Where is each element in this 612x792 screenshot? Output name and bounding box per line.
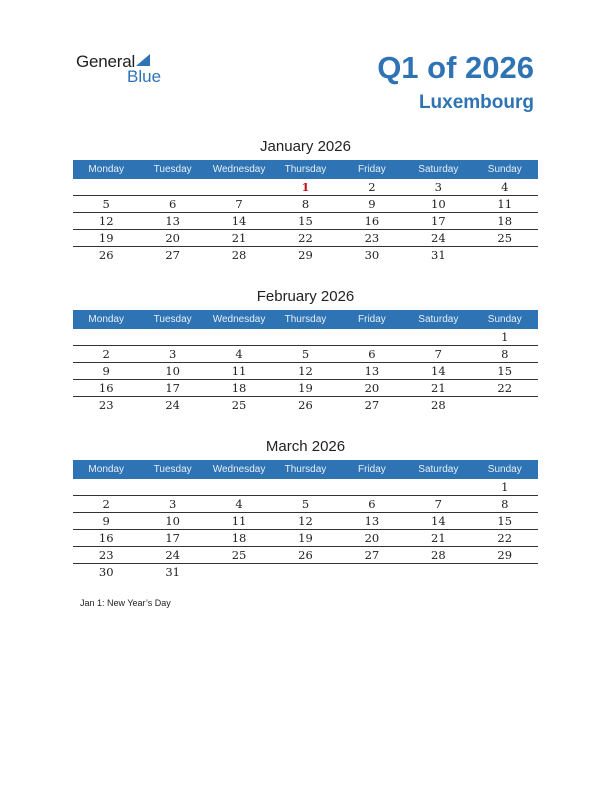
week-row <box>73 547 538 564</box>
week-row <box>73 230 538 247</box>
day-cell: 14 <box>431 364 446 378</box>
weekday-label: Saturday <box>418 314 459 325</box>
weekday-label: Saturday <box>418 464 459 475</box>
week-row <box>73 196 538 213</box>
day-cell: 9 <box>102 514 110 528</box>
week-row <box>73 380 538 397</box>
week-row <box>73 479 538 496</box>
weekday-label: Saturday <box>418 164 459 175</box>
holiday-note: Jan 1: New Year’s Day <box>80 598 171 608</box>
day-cell: 29 <box>497 548 513 562</box>
month-february <box>73 288 538 413</box>
weekday-label: Friday <box>358 314 386 325</box>
day-cell: 9 <box>368 197 376 211</box>
weekday-label: Sunday <box>487 164 522 175</box>
week-row <box>73 213 538 230</box>
day-cell: 16 <box>364 214 380 228</box>
day-cell: 6 <box>168 197 177 211</box>
weekday-label: Tuesday <box>153 164 192 175</box>
day-cell: 26 <box>298 398 313 412</box>
day-cell: 28 <box>231 248 247 262</box>
day-cell: 10 <box>431 197 446 211</box>
day-cell <box>139 329 205 345</box>
day-cell: 16 <box>98 381 114 395</box>
day-cell: 18 <box>231 381 247 395</box>
day-cell: 12 <box>98 214 114 228</box>
day-cell: 24 <box>165 548 180 562</box>
week-row <box>73 247 538 263</box>
day-cell <box>272 479 338 495</box>
day-cell: 8 <box>301 197 310 211</box>
day-cell: 4 <box>235 497 243 511</box>
day-cell: 28 <box>431 398 446 412</box>
weekday-label: Wednesday <box>212 314 266 325</box>
day-cell: 9 <box>102 364 110 378</box>
weekday-label: Wednesday <box>212 464 266 475</box>
day-cell: 5 <box>301 497 310 511</box>
day-cell: 26 <box>298 548 313 562</box>
day-cell: 15 <box>298 214 313 228</box>
weekday-label: Friday <box>358 164 386 175</box>
weekday-header <box>73 460 538 479</box>
day-cell: 27 <box>165 248 180 262</box>
day-cell: 6 <box>368 347 376 361</box>
month-title: January 2026 <box>260 138 351 155</box>
day-cell: 4 <box>235 347 243 361</box>
day-cell <box>339 564 405 580</box>
day-cell: 3 <box>168 347 177 361</box>
day-cell: 30 <box>364 248 380 262</box>
week-row <box>73 513 538 530</box>
day-cell: 29 <box>298 248 313 262</box>
day-cell: 8 <box>501 497 509 511</box>
day-cell: 2 <box>102 497 110 511</box>
week-row <box>73 496 538 513</box>
day-cell <box>139 479 205 495</box>
day-cell <box>73 179 139 195</box>
day-cell: 23 <box>98 398 114 412</box>
week-row <box>73 530 538 547</box>
day-cell <box>139 179 205 195</box>
day-cell: 24 <box>431 231 446 245</box>
day-cell: 21 <box>431 531 446 545</box>
day-cell: 30 <box>98 565 114 579</box>
day-cell: 1 <box>301 180 310 194</box>
month-title: February 2026 <box>256 288 355 305</box>
weekday-label: Thursday <box>284 314 327 325</box>
day-cell <box>405 329 471 345</box>
day-cell: 22 <box>497 381 513 395</box>
weekday-header <box>73 310 538 329</box>
day-cell: 22 <box>497 531 513 545</box>
weekday-header <box>73 160 538 179</box>
day-cell: 10 <box>165 364 180 378</box>
day-cell: 2 <box>368 180 376 194</box>
day-cell <box>73 329 139 345</box>
day-cell <box>206 329 272 345</box>
day-cell <box>206 564 272 580</box>
day-cell: 25 <box>497 231 513 245</box>
day-cell: 5 <box>102 197 110 211</box>
day-cell: 15 <box>497 514 513 528</box>
day-cell <box>339 329 405 345</box>
weekday-label: Thursday <box>284 164 327 175</box>
day-cell: 10 <box>165 514 180 528</box>
week-row <box>73 363 538 380</box>
day-cell <box>472 247 538 263</box>
day-cell: 27 <box>364 398 380 412</box>
day-cell: 14 <box>231 214 247 228</box>
day-cell: 1 <box>501 330 509 344</box>
day-cell: 17 <box>165 381 180 395</box>
day-cell: 2 <box>102 347 110 361</box>
day-cell: 17 <box>431 214 446 228</box>
day-cell: 7 <box>434 347 442 361</box>
day-cell: 12 <box>298 364 313 378</box>
logo <box>76 52 176 92</box>
day-cell: 6 <box>368 497 376 511</box>
day-cell <box>339 479 405 495</box>
day-cell: 4 <box>501 180 509 194</box>
weekday-label: Thursday <box>284 464 327 475</box>
day-cell: 18 <box>497 214 513 228</box>
weekday-label: Monday <box>88 314 124 325</box>
day-cell: 5 <box>301 347 310 361</box>
weekday-label: Sunday <box>487 314 522 325</box>
logo-general-text: General <box>76 52 136 71</box>
day-cell <box>73 479 139 495</box>
day-cell: 19 <box>298 381 313 395</box>
week-row <box>73 397 538 413</box>
week-row <box>73 346 538 363</box>
day-cell: 22 <box>298 231 313 245</box>
weekday-label: Wednesday <box>212 164 266 175</box>
day-cell <box>206 479 272 495</box>
day-cell: 26 <box>98 248 114 262</box>
day-cell: 21 <box>431 381 446 395</box>
week-row <box>73 329 538 346</box>
day-cell <box>272 329 338 345</box>
day-cell: 7 <box>235 197 243 211</box>
day-cell: 31 <box>165 565 180 579</box>
day-cell: 24 <box>165 398 180 412</box>
day-cell: 13 <box>364 514 380 528</box>
month-january <box>73 138 538 263</box>
day-cell: 11 <box>231 364 247 378</box>
day-cell: 27 <box>364 548 380 562</box>
day-cell: 19 <box>98 231 114 245</box>
weekday-label: Tuesday <box>153 314 192 325</box>
month-march <box>73 438 538 580</box>
day-cell: 20 <box>165 231 180 245</box>
day-cell: 12 <box>298 514 313 528</box>
logo-blue-text: Blue <box>127 67 162 86</box>
day-cell: 20 <box>364 381 380 395</box>
day-cell: 23 <box>98 548 114 562</box>
day-cell <box>206 179 272 195</box>
day-cell: 20 <box>364 531 380 545</box>
day-cell: 16 <box>98 531 114 545</box>
week-row <box>73 564 538 580</box>
weekday-label: Monday <box>88 164 124 175</box>
day-cell: 13 <box>165 214 180 228</box>
day-cell: 13 <box>364 364 380 378</box>
day-cell: 28 <box>431 548 446 562</box>
day-cell: 3 <box>434 180 442 194</box>
day-cell: 31 <box>431 248 446 262</box>
day-cell: 14 <box>431 514 446 528</box>
week-row <box>73 179 538 196</box>
day-cell <box>405 479 471 495</box>
weekday-label: Monday <box>88 464 124 475</box>
day-cell: 19 <box>298 531 313 545</box>
day-cell: 1 <box>501 480 509 494</box>
logo-triangle-icon <box>136 54 150 66</box>
day-cell: 11 <box>497 197 513 211</box>
day-cell: 18 <box>231 531 247 545</box>
day-cell: 21 <box>231 231 247 245</box>
month-title: March 2026 <box>265 438 346 455</box>
day-cell: 15 <box>497 364 513 378</box>
day-cell: 7 <box>434 497 442 511</box>
day-cell: 8 <box>501 347 509 361</box>
day-cell <box>405 564 471 580</box>
day-cell <box>472 397 538 413</box>
weekday-label: Friday <box>358 464 386 475</box>
page-title: Q1 of 2026 <box>377 50 534 85</box>
day-cell <box>472 564 538 580</box>
day-cell: 25 <box>231 398 247 412</box>
page-subtitle: Luxembourg <box>418 92 534 113</box>
day-cell: 11 <box>231 514 247 528</box>
day-cell: 17 <box>165 531 180 545</box>
day-cell: 3 <box>168 497 177 511</box>
day-cell: 25 <box>231 548 247 562</box>
day-cell <box>272 564 338 580</box>
day-cell: 23 <box>364 231 380 245</box>
weekday-label: Sunday <box>487 464 522 475</box>
weekday-label: Tuesday <box>153 464 192 475</box>
